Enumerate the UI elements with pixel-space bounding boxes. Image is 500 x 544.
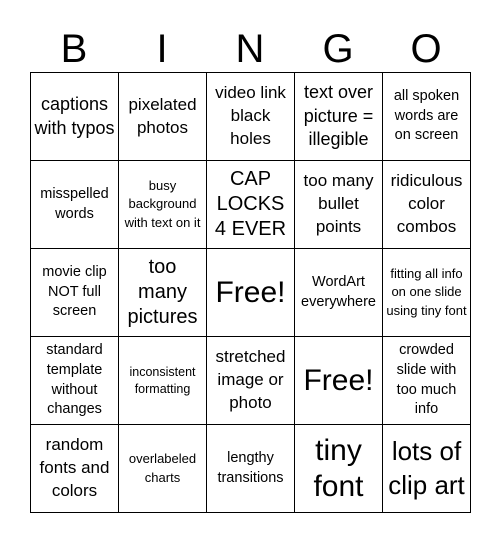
cell-text: lengthy transitions [217, 449, 284, 486]
header-letter-o: O [410, 27, 442, 71]
bingo-grid [30, 72, 471, 513]
cell-text: too many pictures [127, 256, 198, 328]
cell-text: stretched image or photo [215, 347, 286, 412]
cell-text: CAP LOCKS 4 EVER [214, 168, 287, 240]
bingo-cell[interactable] [119, 249, 207, 337]
bingo-cell[interactable] [31, 425, 119, 513]
bingo-cell[interactable] [383, 249, 471, 337]
bingo-cell[interactable] [31, 73, 119, 161]
cell-text: random fonts and colors [39, 435, 110, 500]
bingo-cell[interactable] [207, 73, 295, 161]
bingo-cell[interactable] [383, 161, 471, 249]
cell-text: movie clip NOT full screen [42, 264, 107, 320]
cell-text: too many bullet points [303, 171, 374, 236]
cell-text: pixelated photos [128, 94, 197, 137]
bingo-cell[interactable] [207, 161, 295, 249]
bingo-cell[interactable] [31, 161, 119, 249]
bingo-cell[interactable] [119, 337, 207, 425]
bingo-cell[interactable] [383, 425, 471, 513]
cell-text: fitting all info on one slide using tiny font [386, 266, 467, 318]
free-cell[interactable] [295, 337, 383, 425]
cell-text: Free! [303, 363, 374, 397]
bingo-cell[interactable] [383, 73, 471, 161]
cell-text: video link black holes [215, 83, 286, 148]
cell-text: crowded slide with too much info [396, 342, 457, 418]
cell-text: Free! [215, 275, 286, 309]
cell-text: busy background with text on it [124, 178, 201, 230]
cell-text: misspelled words [40, 185, 109, 222]
bingo-cell[interactable] [31, 337, 119, 425]
cell-text: text over picture = illegible [303, 82, 374, 150]
cell-text: all spoken words are on screen [393, 88, 460, 144]
bingo-cell[interactable] [207, 337, 295, 425]
bingo-cell[interactable] [295, 161, 383, 249]
bingo-cell[interactable] [119, 73, 207, 161]
header-letter-n: N [235, 27, 265, 71]
bingo-cell[interactable] [31, 249, 119, 337]
bingo-cell[interactable] [383, 337, 471, 425]
bingo-cell[interactable] [119, 425, 207, 513]
bingo-cell[interactable] [207, 425, 295, 513]
header-letter-i: I [156, 27, 168, 71]
cell-text: overlabeled charts [128, 451, 197, 485]
header-letter-g: G [322, 27, 354, 71]
bingo-cell[interactable] [119, 161, 207, 249]
cell-text: standard template without changes [46, 342, 103, 418]
cell-text: lots of clip art [388, 435, 465, 500]
header-letter-b: B [60, 27, 88, 71]
bingo-header [30, 26, 470, 72]
bingo-cell[interactable] [295, 73, 383, 161]
cell-text: WordArt everywhere [301, 273, 376, 310]
bingo-cell[interactable] [295, 425, 383, 513]
cell-text: captions with typos [34, 94, 115, 138]
cell-text: tiny font [313, 433, 364, 503]
cell-text: ridiculous color combos [390, 171, 463, 236]
bingo-cell[interactable] [295, 249, 383, 337]
cell-text: inconsistent formatting [129, 364, 196, 396]
free-cell[interactable] [207, 249, 295, 337]
